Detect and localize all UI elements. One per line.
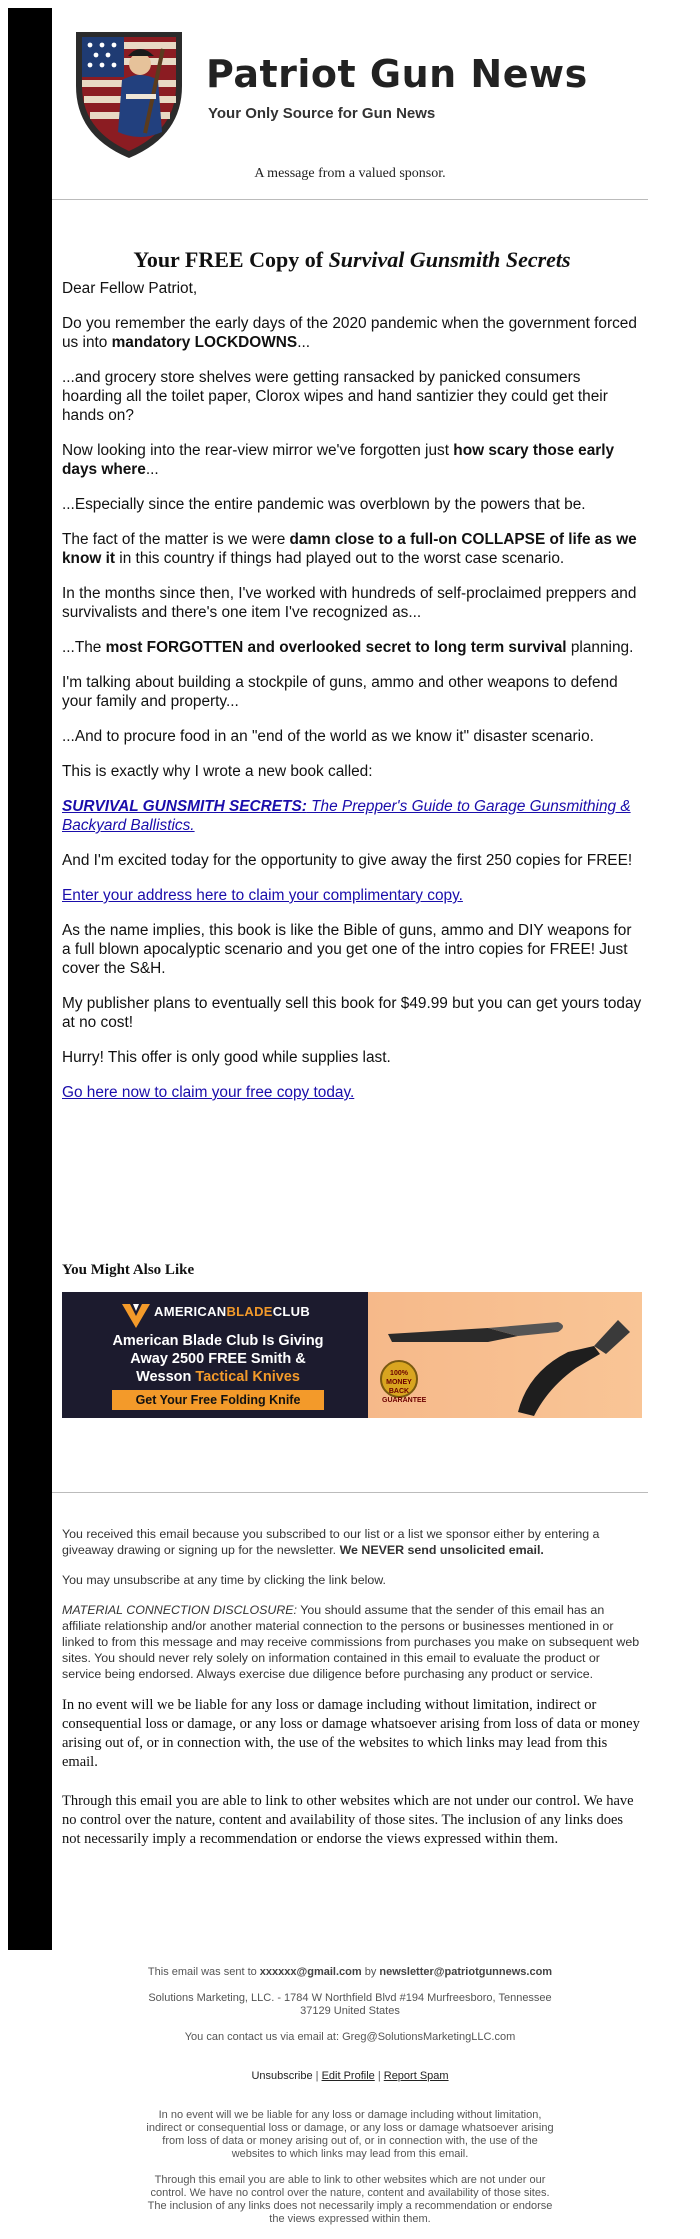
greeting: Dear Fellow Patriot,	[62, 280, 198, 297]
subscription-note: You received this email because you subscribed to our list or a list we sponsor either by entering a giveaway drawing or signing up for the newsletter. We NEVER send unsolicited email.	[62, 1527, 600, 1557]
newsletter-tagline: Your Only Source for Gun News	[208, 105, 436, 122]
unsubscribe-link[interactable]: Unsubscribe	[251, 2070, 313, 2082]
book-title-link[interactable]: SURVIVAL GUNSMITH SECRETS: The Prepper's Guide to Garage Gunsmithing & Backyard Ballistics.	[62, 798, 631, 834]
claim-paragraph	[62, 1083, 642, 1102]
report-spam-link[interactable]: Report Spam	[383, 2070, 449, 2082]
paragraph: I'm talking about building a stockpile of guns, ammo and other weapons to defend your family and property...	[62, 674, 618, 710]
banner-headline: American Blade Club Is Giving Away 2500 FREE Smith & Wesson Tactical Knives	[112, 1333, 324, 1385]
unsubscribe-note: You may unsubscribe at any time by clicking the link below.	[62, 1573, 386, 1587]
edit-profile-link[interactable]: Edit Profile	[321, 2070, 375, 2082]
free-copy-link[interactable]: Go here now to claim your free copy today.	[62, 1084, 355, 1101]
blade-club-logo-icon	[120, 1300, 152, 1330]
disclaimer-divider	[52, 1492, 648, 1493]
paragraph: ...and grocery store shelves were getting ransacked by panicked consumers hoarding all the toilet paper, Clorox wipes and hand santizier they could get their hands on?	[62, 369, 608, 424]
newsletter-header	[52, 8, 648, 198]
paragraph: As the name implies, this book is like the Bible of guns, ammo and DIY weapons for a full blown apocalyptic scenario and you get one of the intro copies for FREE! Just cover the S&H.	[62, 922, 632, 977]
disclaimer-section	[62, 1526, 642, 1869]
paragraph: Hurry! This offer is only good while supplies last.	[62, 1049, 391, 1066]
paragraph: ...And to procure food in an "end of the world as we know it" disaster scenario.	[62, 728, 594, 745]
also-like-heading: You Might Also Like	[62, 1262, 195, 1278]
claim-paragraph	[62, 886, 642, 905]
email-footer	[140, 1966, 560, 2239]
email-body	[52, 8, 648, 1950]
knife-ad-banner[interactable]	[62, 1292, 642, 1418]
paragraph: Do you remember the early days of the 2020 pandemic when the government forced us into mandatory LOCKDOWNS...	[62, 315, 637, 351]
banner-brand: AMERICANBLADECLUB	[154, 1304, 311, 1319]
sent-to-line: This email was sent to xxxxxx@gmail.com by newsletter@patriotgunnews.com	[147, 1966, 553, 1978]
paragraph: ...The most FORGOTTEN and overlooked secret to long term survival planning.	[62, 639, 634, 656]
article-body	[62, 247, 642, 1118]
claim-copy-link[interactable]: Enter your address here to claim your complimentary copy.	[62, 887, 463, 904]
book-title-paragraph	[62, 797, 642, 835]
paragraph: Now looking into the rear-view mirror we've forgotten just how scary those early days where...	[62, 442, 615, 478]
footer-links: Unsubscribe | Edit Profile | Report Spam	[251, 2070, 449, 2082]
banner-cta-button[interactable]: Get Your Free Folding Knife	[112, 1390, 324, 1410]
header-divider	[52, 199, 648, 200]
material-disclosure: MATERIAL CONNECTION DISCLOSURE: You should assume that the sender of this email has an affiliate relationship and/or another material connection to the persons or businesses mentioned in or linked to from this message and may receive commissions from purchases you make on subsequent web sites. You should never rely solely on information contained in this email to evaluate the product or service being endorsed. Always exercise due diligence before purchasing any product or service.	[62, 1603, 640, 1681]
contact-line: You can contact us via email at: Greg@SolutionsMarketingLLC.com	[184, 2031, 516, 2043]
external-links-notice: Through this email you are able to link to other websites which are not under our control. We have no control over the nature, content and availability of those sites. The inclusion of any links does not necessarily imply a recommendation or endorse the views expressed within them.	[62, 1793, 634, 1847]
paragraph: The fact of the matter is we were damn close to a full-on COLLAPSE of life as we know it in this country if things had played out to the worst case scenario.	[62, 531, 637, 567]
paragraph: And I'm excited today for the opportunity to give away the first 250 copies for FREE!	[62, 852, 633, 869]
patriot-shield-logo	[70, 24, 188, 162]
paragraph: This is exactly why I wrote a new book called:	[62, 763, 373, 780]
footer-legal: Through this email you are able to link to other websites which are not under our control. We have no control over the nature, content and availability of those sites. The inclusion of any links does not necessarily imply a recommendation or endorse the views expressed within them.	[147, 2174, 553, 2225]
newsletter-title: Patriot Gun News	[206, 52, 588, 96]
liability-notice: In no event will we be liable for any loss or damage including without limitation, indirect or consequential loss or damage, or any loss or damage whatsoever arising from loss of data or money arising out of, or in connection with, the use of the websites to which links may lead from this email.	[62, 1697, 640, 1770]
paragraph: In the months since then, I've worked with hundreds of self-proclaimed preppers and survivalists and there's one item I've recognized as...	[62, 585, 637, 621]
article-heading: Your FREE Copy of Survival Gunsmith Secrets	[133, 247, 571, 272]
paragraph: ...Especially since the entire pandemic was overblown by the powers that be.	[62, 496, 586, 513]
paragraph: My publisher plans to eventually sell this book for $49.99 but you can get yours today at no cost!	[62, 995, 642, 1031]
footer-legal: In no event will we be liable for any loss or damage including without limitation, indirect or consequential loss or damage, or any loss or damage whatsoever arising from loss of data or money arising out of, or in connection with, the use of the websites to which links may lead from this email.	[146, 2109, 554, 2160]
money-back-seal: 100% MONEY BACK GUARANTEE	[380, 1360, 418, 1398]
company-address: Solutions Marketing, LLC. - 1784 W Northfield Blvd #194 Murfreesboro, Tennessee 37129 United States	[148, 1992, 552, 2017]
sponsor-note: A message from a valued sponsor.	[254, 166, 446, 181]
